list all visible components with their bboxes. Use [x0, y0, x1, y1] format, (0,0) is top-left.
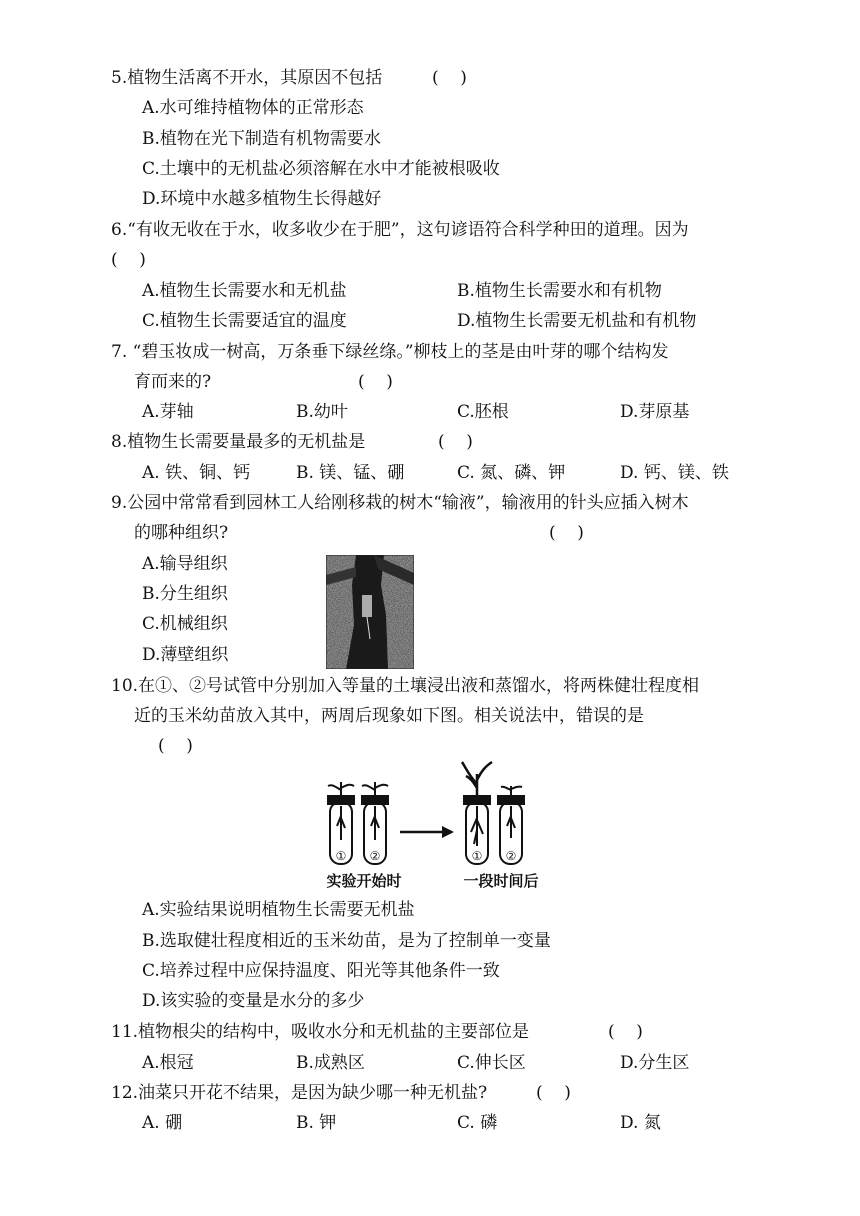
- q10-option-a: A.实验结果说明植物生长需要无机盐: [142, 900, 415, 920]
- q8-option-b: B. 镁、锰、硼: [296, 463, 405, 483]
- q7-stem-line2: 育而来的?: [134, 372, 212, 392]
- q6-option-c: C.植物生长需要适宜的温度: [142, 311, 347, 331]
- q9-option-a: A.输导组织: [142, 554, 228, 574]
- q12-stem: 12.油菜只开花不结果，是因为缺少哪一种无机盐?: [111, 1083, 488, 1103]
- q10-answer-paren: ( ): [158, 736, 193, 756]
- q10-option-b: B.选取健壮程度相近的玉米幼苗，是为了控制单一变量: [142, 931, 551, 951]
- tree-infusion-photo: [326, 555, 414, 669]
- q9-option-c: C.机械组织: [142, 614, 228, 634]
- q8-option-c: C. 氮、磷、钾: [457, 463, 566, 483]
- q7-option-c: C.胚根: [457, 402, 509, 422]
- q11-option-a: A.根冠: [142, 1053, 194, 1073]
- q7-option-d: D.芽原基: [620, 402, 690, 422]
- q5-answer-paren: ( ): [432, 68, 467, 88]
- q12-option-a: A. 硼: [142, 1113, 183, 1133]
- q7-stem-line1: 7. “碧玉妆成一树高，万条垂下绿丝绦。”柳枝上的茎是由叶芽的哪个结构发: [111, 342, 669, 362]
- q8-option-d: D. 钙、镁、铁: [620, 463, 729, 483]
- q6-answer-paren: ( ): [111, 250, 146, 270]
- q6-option-b: B.植物生长需要水和有机物: [457, 281, 662, 301]
- q11-option-b: B.成熟区: [296, 1053, 365, 1073]
- q10-option-d: D.该实验的变量是水分的多少: [142, 991, 365, 1011]
- q12-answer-paren: ( ): [536, 1083, 571, 1103]
- caption-after: 一段时间后: [463, 872, 539, 890]
- q9-answer-paren: ( ): [549, 523, 584, 543]
- q9-stem-line2: 的哪种组织?: [134, 523, 229, 543]
- q8-answer-paren: ( ): [438, 432, 473, 452]
- q12-option-b: B. 钾: [296, 1113, 337, 1133]
- q6-option-a: A.植物生长需要水和无机盐: [142, 281, 347, 301]
- q5-option-b: B.植物在光下制造有机物需要水: [142, 129, 381, 149]
- test-tube-experiment-diagram: [316, 760, 572, 890]
- tube-1-label-start: ①: [335, 849, 347, 863]
- q8-stem: 8.植物生长需要量最多的无机盐是: [111, 432, 366, 452]
- q10-stem-line1: 10.在①、②号试管中分别加入等量的土壤浸出液和蒸馏水，将两株健壮程度相: [111, 676, 700, 696]
- tube-2-label-after: ②: [505, 849, 517, 863]
- tube-1-label-after: ①: [471, 849, 483, 863]
- caption-start: 实验开始时: [326, 872, 402, 890]
- q6-stem: 6.“有收无收在于水，收多收少在于肥”，这句谚语符合科学种田的道理。因为: [111, 220, 689, 240]
- q11-answer-paren: ( ): [608, 1022, 643, 1042]
- q9-option-d: D.薄壁组织: [142, 645, 229, 665]
- q5-stem: 5.植物生活离不开水，其原因不包括: [111, 68, 383, 88]
- q11-option-d: D.分生区: [620, 1053, 690, 1073]
- q7-answer-paren: ( ): [358, 372, 393, 392]
- q6-option-d: D.植物生长需要无机盐和有机物: [457, 311, 697, 331]
- q7-option-b: B.幼叶: [296, 402, 348, 422]
- q10-stem-line2: 近的玉米幼苗放入其中，两周后现象如下图。相关说法中，错误的是: [134, 706, 644, 726]
- q7-option-a: A.芽轴: [142, 402, 194, 422]
- q9-option-b: B.分生组织: [142, 584, 228, 604]
- q5-option-a: A.水可维持植物体的正常形态: [142, 98, 364, 118]
- q9-stem-line1: 9.公园中常常看到园林工人给刚移栽的树木“输液”，输液用的针头应插入树木: [111, 493, 689, 513]
- q8-option-a: A. 铁、铜、钙: [142, 463, 251, 483]
- q11-option-c: C.伸长区: [457, 1053, 526, 1073]
- q10-option-c: C.培养过程中应保持温度、阳光等其他条件一致: [142, 961, 500, 981]
- q5-option-d: D.环境中水越多植物生长得越好: [142, 189, 382, 209]
- q11-stem: 11.植物根尖的结构中，吸收水分和无机盐的主要部位是: [111, 1022, 530, 1042]
- q5-option-c: C.土壤中的无机盐必须溶解在水中才能被根吸收: [142, 159, 500, 179]
- arrow-right-icon: [400, 826, 454, 838]
- q12-option-c: C. 磷: [457, 1113, 498, 1133]
- tube-2-label-start: ②: [369, 849, 381, 863]
- q12-option-d: D. 氮: [620, 1113, 661, 1133]
